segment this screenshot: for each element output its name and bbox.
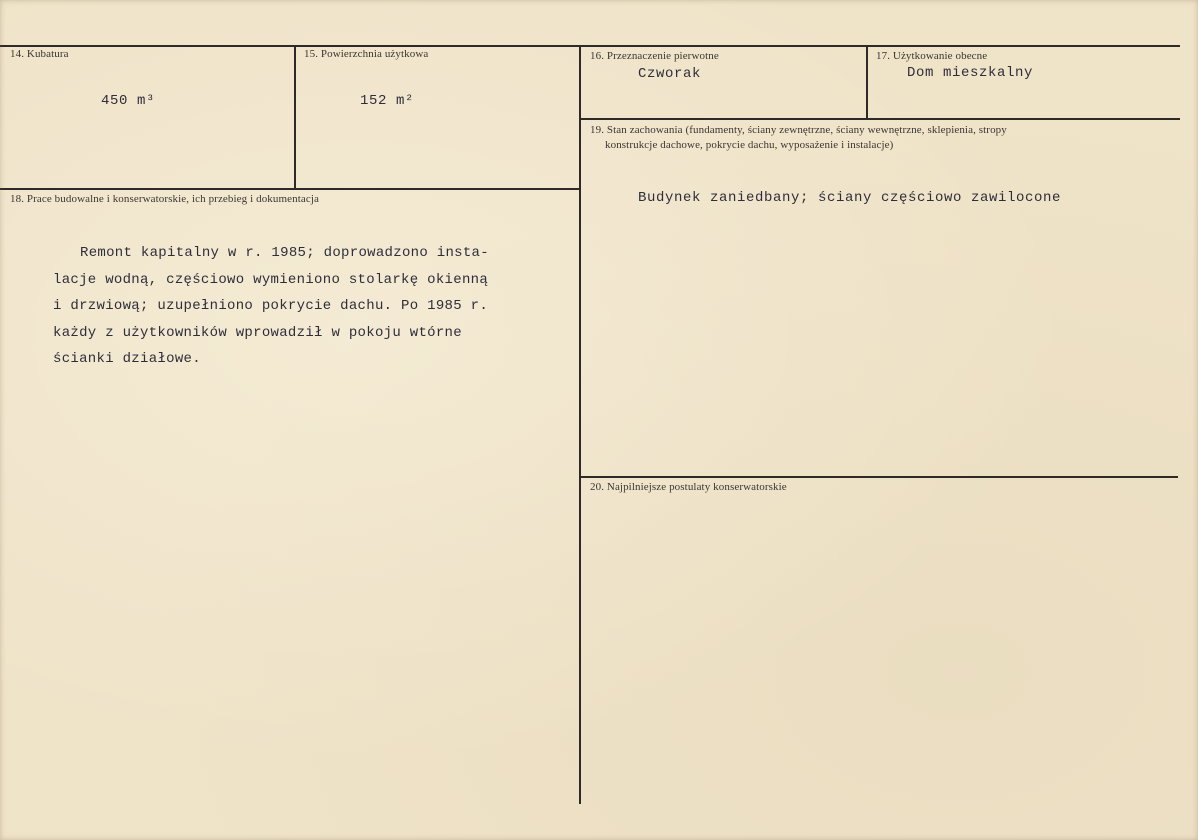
prace-line-3: i drzwiową; uzupełniono pokrycie dachu. Po 1985 r. <box>53 298 489 314</box>
powierzchnia-label: 15. Powierzchnia użytkowa <box>304 48 429 60</box>
kubatura-label: 14. Kubatura <box>10 48 69 60</box>
uzytkowanie-label: 17. Użytkowanie obecne <box>876 50 988 62</box>
kubatura-value: 450 m³ <box>101 93 156 109</box>
postulaty-label: 20. Najpilniejsze postulaty konserwatorskie <box>590 481 787 493</box>
prace-label: 18. Prace budowalne i konserwatorskie, ich przebieg i dokumentacja <box>10 193 319 205</box>
rule-under-19 <box>580 476 1178 478</box>
divider-14-15 <box>294 46 296 188</box>
prace-line-1: Remont kapitalny w r. 1985; doprowadzono insta- <box>80 245 489 261</box>
przeznaczenie-value: Czworak <box>638 66 702 82</box>
rule-under-16-17 <box>580 118 1180 120</box>
prace-text <box>53 240 563 373</box>
przeznaczenie-label: 16. Przeznaczenie pierwotne <box>590 50 719 62</box>
stan-label-line1: 19. Stan zachowania (fundamenty, ściany zewnętrzne, ściany wewnętrzne, sklepienia, stropy <box>590 124 1007 136</box>
top-rule <box>0 45 1180 47</box>
stan-label-line2: konstrukcje dachowe, pokrycie dachu, wyposażenie i instalacje) <box>605 139 894 151</box>
center-divider <box>579 46 581 804</box>
divider-16-17 <box>866 46 868 119</box>
stan-value: Budynek zaniedbany; ściany częściowo zawilocone <box>638 190 1062 206</box>
powierzchnia-value: 152 m² <box>360 93 415 109</box>
prace-line-5: ścianki działowe. <box>53 351 201 367</box>
rule-under-14-15 <box>0 188 580 190</box>
prace-line-2: lacje wodną, częściowo wymieniono stolarkę okienną <box>53 271 489 288</box>
prace-line-4: każdy z użytkowników wprowadził w pokoju wtórne <box>53 324 462 341</box>
uzytkowanie-value: Dom mieszkalny <box>907 65 1034 81</box>
